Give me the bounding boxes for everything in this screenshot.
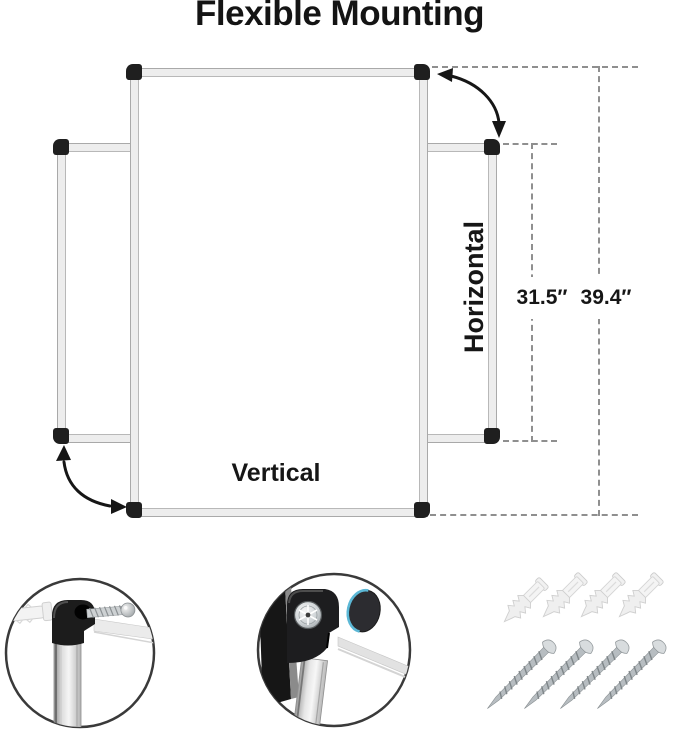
dimension-line-horiz-bottom xyxy=(503,440,557,442)
dimension-value-width: 31.5″ xyxy=(509,277,575,319)
corner-bracket-screw-inset xyxy=(2,574,158,732)
dimension-line-bottom xyxy=(430,514,638,516)
dimension-line-horiz-top xyxy=(503,143,557,145)
corner-cap xyxy=(53,139,69,155)
hardware-kit-icons xyxy=(470,563,679,732)
corner-cap xyxy=(53,428,69,444)
corner-cap xyxy=(126,502,142,518)
mounting-screws-icon xyxy=(482,637,669,714)
corner-cap xyxy=(484,428,500,444)
page-title: Flexible Mounting xyxy=(195,0,484,33)
dimension-value-height: 39.4″ xyxy=(572,277,640,319)
screw-head-icon xyxy=(295,602,322,629)
horizontal-orientation-label: Horizontal xyxy=(459,221,489,353)
whiteboard-vertical-surface xyxy=(138,76,420,509)
corner-cap xyxy=(414,502,430,518)
rotate-arrow-top-icon xyxy=(437,68,506,138)
vertical-orientation-label: Vertical xyxy=(231,459,321,487)
corner-bracket-magnet-inset xyxy=(255,571,415,732)
corner-cap xyxy=(126,64,142,80)
corner-cap xyxy=(484,139,500,155)
wall-anchors-icon xyxy=(498,571,665,628)
whiteboard-vertical-outline xyxy=(130,68,428,517)
rotate-arrow-bottom-icon xyxy=(56,445,127,514)
dimension-line-top xyxy=(432,66,638,68)
corner-cap xyxy=(414,64,430,80)
